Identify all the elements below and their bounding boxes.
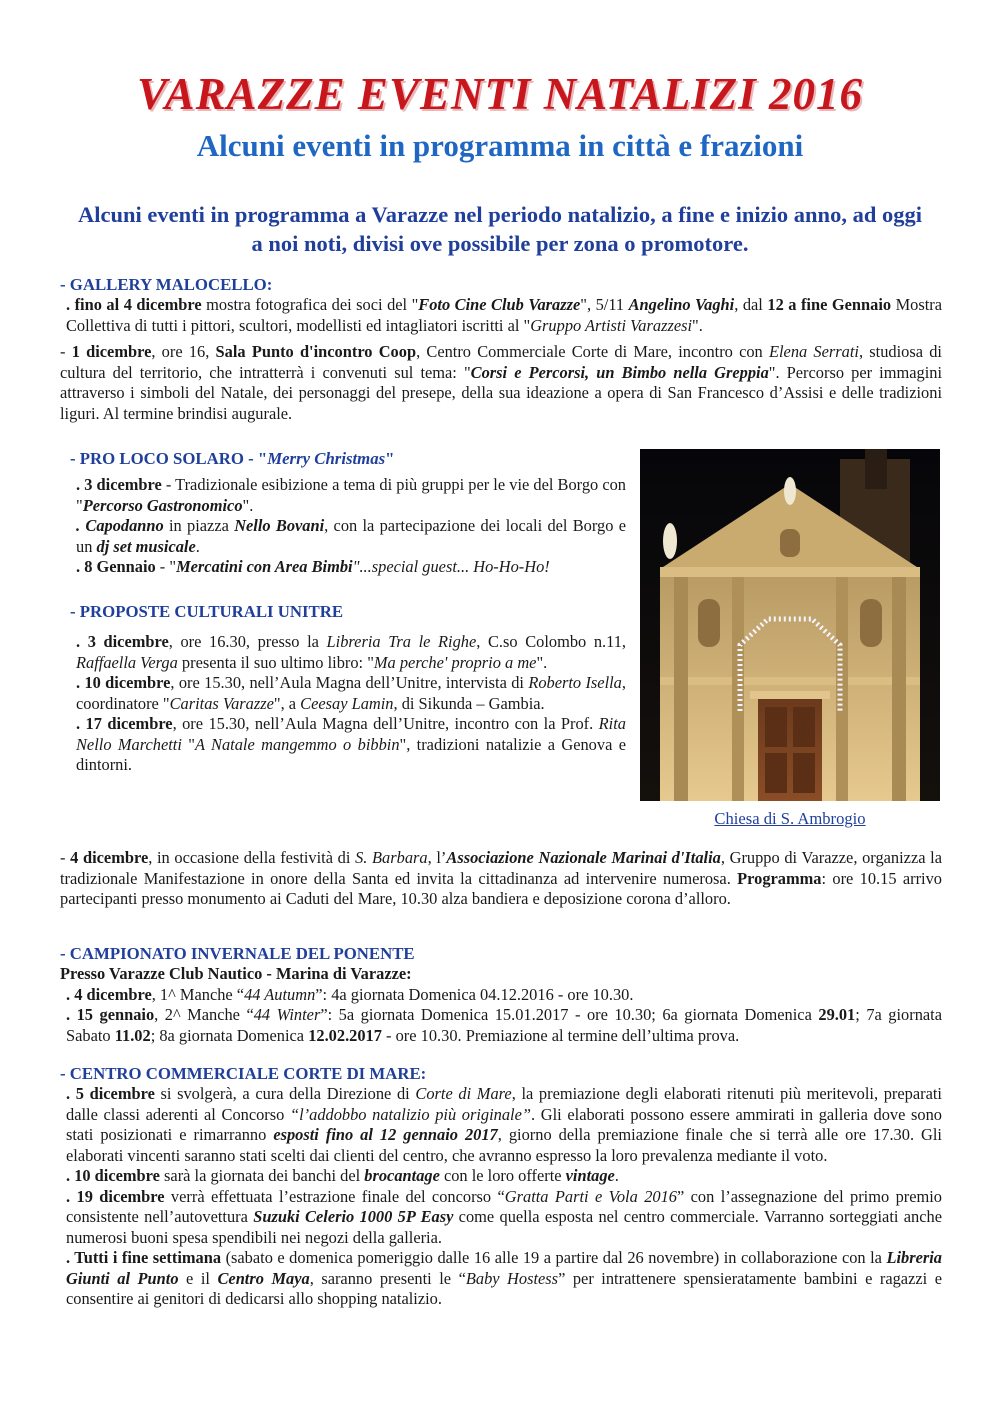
corte-paragraph-3: . 19 dicembre verrà effettuata l’estrazione finale del concorso “Gratta Parti e Vola 2016” con l’assegnazione del primo premio consistente nell’autovettura Suzuki Celerio 1000 5P Easy come quella esposta nel centro commerciale. Varranno sorteggiati anche numerosi buoni spesa spendibili nei negozi della galleria. [66,1186,942,1247]
unitre-section [70,601,626,776]
proloco-section [70,448,626,578]
photo-caption-link[interactable]: Chiesa di S. Ambrogio [714,809,866,828]
marinai-paragraph: - 4 dicembre, in occasione della festività di S. Barbara, l’Associazione Nazionale Marinai d'Italia, Gruppo di Varazze, organizza la tradizionale Manifestazione in onore della Santa ed invita la cittadinanza ad intervenire numerosa. Programma: ore 10.15 arrivo partecipanti presso monumento ai Caduti del Mare, 10.30 alza bandiera e deposizione corona d’alloro. [60,848,942,908]
unitre-paragraph-2: . 10 dicembre, ore 15.30, nell’Aula Magna dell’Unitre, intervista di Roberto Isella, coordinatore "Caritas Varazze", a Ceesay Lamin, di Sikunda – Gambia. [76,673,626,713]
church-photo [640,449,940,801]
section-heading-unitre: - PROPOSTE CULTURALI UNITRE [70,602,344,621]
campionato-section [60,943,942,1046]
campionato-paragraph-2: . 15 gennaio, 2^ Manche “44 Winter”: 5a giornata Domenica 15.01.2017 - ore 10.30; 6a giornata Domenica 29.01; 7a giornata Sabato 11.02; 8a giornata Domenica 12.02.2017 - ore 10.30. Premiazione al termine dell’ultima prova. [66,1005,943,1045]
unitre-paragraph-1: . 3 dicembre, ore 16.30, presso la Libreria Tra le Righe, C.so Colombo n.11, Raffaella Verga presenta il suo ultimo libro: "Ma perche' proprio a me". [76,632,626,672]
gallery-paragraph-1: . fino al 4 dicembre mostra fotografica dei soci del "Foto Cine Club Varazze", 5/11 Angelino Vaghi, dal 12 a fine Gennaio Mostra Collettiva di tutti i pittori, scultori, modellisti ed intagliatori iscritti al "Gruppo Artisti Varazzesi". [66,295,943,335]
proloco-paragraph-2: . Capodanno in piazza Nello Bovani, con la partecipazione dei locali del Borgo e un dj set musicale. [76,516,626,556]
corte-paragraph-4: . Tutti i fine settimana (sabato e domenica pomeriggio dalle 16 alle 19 a partire dal 26 novembre) in collaborazione con la Libreria Giunti al Punto e il Centro Maya, saranno presenti le “Baby Hostess” per intrattenere spensieratamente bambini e ragazzi e consentire ai genitori di dedicarsi allo shopping natalizio. [66,1248,942,1308]
corte-section [60,1063,942,1310]
proloco-paragraph-3: . 8 Gennaio - "Mercatini con Area Bimbi"...special guest... Ho-Ho-Ho! [76,557,550,576]
section-heading-campionato: - CAMPIONATO INVERNALE DEL PONENTE [60,944,415,963]
section-heading-proloco: - PRO LOCO SOLARO - "Merry Christmas" [70,449,395,468]
corte-paragraph-1: . 5 dicembre si svolgerà, a cura della Direzione di Corte di Mare, la premiazione degli elaborati ritenuti più meritevoli, preparati dalle classi aderenti al Concorso “l’addobbo natalizio più originale”. Gli elaborati possono essere ammirati in galleria dove sono stati posizionati e rimarranno esposti fino al 12 gennaio 2017, giorno della premiazione finale che si terrà alle ore 17.30. Gli elaborati vincenti saranno stati scelti dai clienti del centro, che avranno espresso la loro prevalenza mediante il voto. [66,1084,942,1165]
gallery-paragraph-2: - 1 dicembre, ore 16, Sala Punto d'incontro Coop, Centro Commerciale Corte di Mare, incontro con Elena Serrati, studiosa di cultura del territorio, che intratterrà i convenuti sul tema: "Corsi e Percorsi, un Bimbo nella Greppia". Percorso per immagini attraverso i simboli del Natale, dei personaggi del presepe, della sua ideazione a opera di San Francesco d’Assisi e delle tradizioni liguri. Al termine brindisi augurale. [60,342,942,423]
intro-paragraph: Alcuni eventi in programma a Varazze nel periodo natalizio, a fine e inizio anno, ad oggi a noi noti, divisi ove possibile per zona o promotore. [78,202,922,256]
document-title: VARAZZE EVENTI NATALIZI 2016 [136,69,864,119]
corte-paragraph-2: . 10 dicembre sarà la giornata dei banchi del brocantage con le loro offerte vintage. [66,1166,619,1185]
section-heading-gallery: - GALLERY MALOCELLO: [60,275,273,294]
campionato-venue: Presso Varazze Club Nautico - Marina di Varazze: [60,964,412,983]
unitre-paragraph-3: . 17 dicembre, ore 15.30, nell’Aula Magna dell’Unitre, incontro con la Prof. Rita Nello Marchetti "A Natale mangemmo o bibbin", tradizioni natalizie a Genova e dintorni. [76,714,626,774]
campionato-paragraph-1: . 4 dicembre, 1^ Manche “44 Autumn”: 4a giornata Domenica 04.12.2016 - ore 10.30. [66,984,634,1004]
section-heading-corte: - CENTRO COMMERCIALE CORTE DI MARE: [60,1064,427,1083]
document-subtitle: Alcuni eventi in programma in città e frazioni [196,128,804,163]
gallery-section [60,274,942,424]
proloco-paragraph-1: . 3 dicembre - Tradizionale esibizione a tema di più gruppi per le vie del Borgo con "Percorso Gastronomico". [76,475,626,515]
marinai-section [60,848,942,910]
